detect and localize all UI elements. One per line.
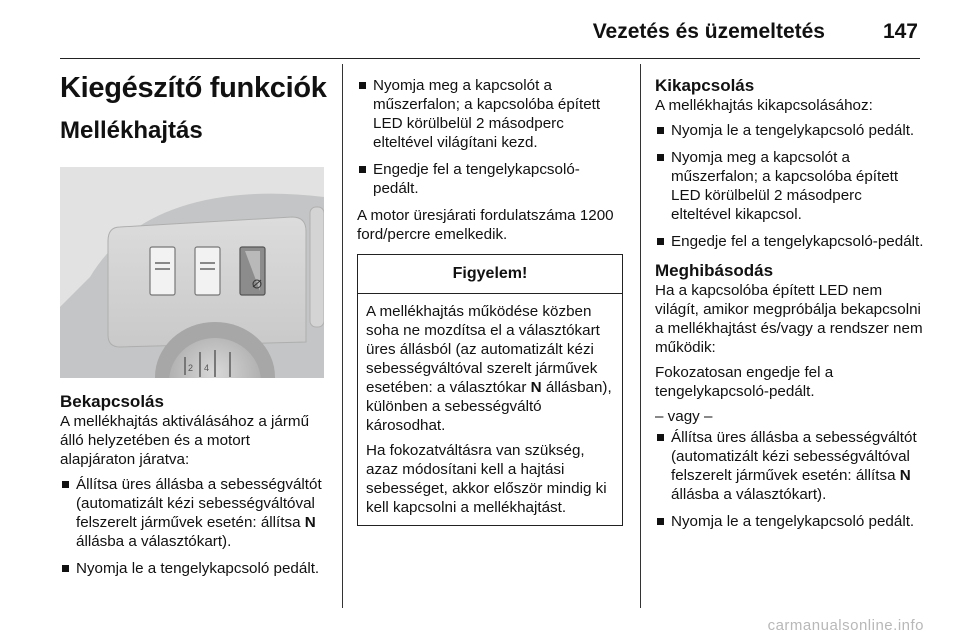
header-title: Vezetés és üzemeltetés — [592, 20, 825, 43]
section-heading-meghibasodas: Meghibásodás — [655, 261, 774, 280]
bullet-marker — [359, 82, 366, 89]
bullet-marker — [359, 166, 366, 173]
bullet-marker — [657, 154, 664, 161]
bullet-marker — [62, 481, 69, 488]
list-item: Engedje fel a tengelykapcsoló-pedált. — [357, 160, 625, 198]
bullet-marker — [657, 127, 664, 134]
bullet-marker — [657, 434, 664, 441]
column-divider — [342, 64, 343, 608]
list-item: Nyomja meg a kapcsolót a műszerfalon; a kapcsolóba épített LED körülbelül 2 másodperc elteltével kikapcsol. — [655, 148, 925, 224]
list-item: Nyomja le a tengelykapcsoló pedált. — [655, 512, 925, 531]
column-divider — [640, 64, 641, 608]
gear-label-4: 4 — [204, 363, 210, 373]
warning-paragraph: A mellékhajtás működése közben soha ne mozdítsa el a választókart üres állásból (az automatizált kézi sebességváltóval szerelt járművek esetében: a választókar N állásban), különben a sebességváltó károsodhat. — [366, 303, 612, 434]
list-item: Nyomja le a tengelykapcsoló pedált. — [60, 559, 328, 578]
or-separator: – vagy – — [655, 408, 713, 425]
list-item: Állítsa üres állásba a sebességváltót (automatizált kézi sebességváltóval felszerelt járművek esetén: állítsa N állásba a választókart). — [655, 428, 925, 504]
intro-text: A mellékhajtás aktiválásához a jármű álló helyzetében és a motort alapjáraton járatva: — [60, 413, 310, 468]
bullet-list — [655, 428, 925, 531]
bullet-marker — [657, 238, 664, 245]
bullet-list — [655, 121, 925, 251]
bullet-marker — [62, 565, 69, 572]
section-heading-kikapcsolas: Kikapcsolás — [655, 76, 755, 95]
pto-switch — [240, 247, 265, 295]
switch-blank-2 — [195, 247, 220, 295]
switch-blank-1 — [150, 247, 175, 295]
gear-label-2: 2 — [188, 363, 194, 373]
dashboard-switch-photo — [60, 167, 324, 378]
list-item: Nyomja meg a kapcsolót a műszerfalon; a kapcsolóba épített LED körülbelül 2 másodperc elteltével világítani kezd. — [357, 76, 625, 152]
chapter-title: Kiegészítő funkciók — [60, 72, 327, 104]
body-text: A motor üresjárati fordulatszáma 1200 ford/percre emelkedik. — [357, 207, 614, 243]
intro-text: A mellékhajtás kikapcsolásához: — [655, 97, 873, 114]
warning-box — [357, 254, 623, 526]
column-1 — [60, 64, 328, 586]
list-item: Állítsa üres állásba a sebességváltót (automatizált kézi sebességváltóval felszerelt járművek esetén: állítsa N állásba a választókart). — [60, 475, 328, 551]
list-item: Engedje fel a tengelykapcsoló-pedált. — [655, 232, 925, 251]
body-text: Ha a kapcsolóba épített LED nem világít, amikor megpróbálja bekapcsolni a mellékhajtást és/vagy a rendszer nem működik: — [655, 282, 923, 356]
page-number: 147 — [882, 20, 918, 43]
column-2 — [357, 64, 625, 526]
warning-body — [358, 294, 622, 525]
warning-title: Figyelem! — [358, 255, 622, 294]
list-item: Nyomja le a tengelykapcsoló pedált. — [655, 121, 925, 140]
warning-paragraph: Ha fokozatváltásra van szükség, azaz módosítani kell a hajtási sebességet, akkor először mindig ki kell kapcsolni a mellékhajtást. — [366, 442, 607, 516]
section-title: Mellékhajtás — [60, 117, 203, 144]
bullet-list — [357, 76, 625, 198]
bullet-list — [60, 475, 328, 578]
column-3 — [655, 64, 925, 539]
body-text: Fokozatosan engedje fel a tengelykapcsoló-pedált. — [655, 364, 834, 400]
switch-panel-illustration — [60, 167, 324, 378]
watermark: carmanualsonline.info — [767, 617, 924, 634]
section-heading-bekapcsolas: Bekapcsolás — [60, 392, 164, 411]
page-header — [60, 14, 920, 59]
bullet-marker — [657, 518, 664, 525]
